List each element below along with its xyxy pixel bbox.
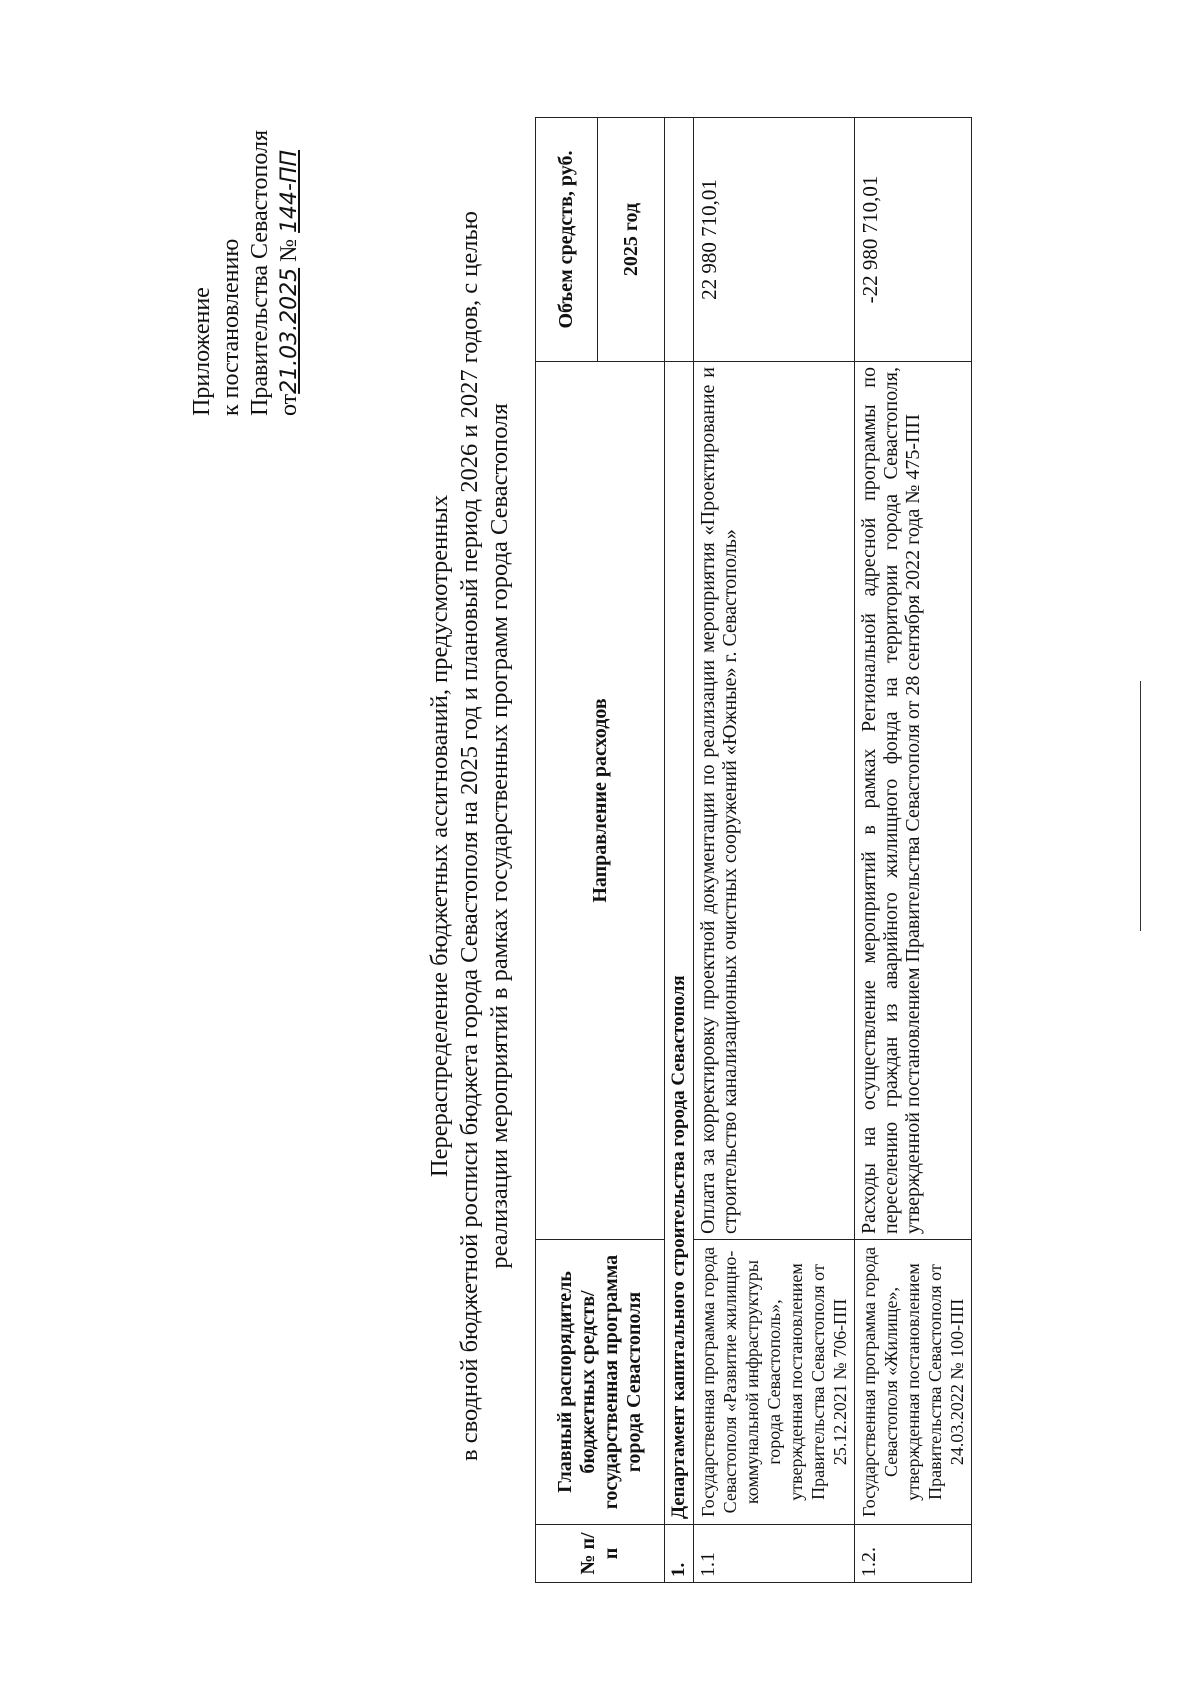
appendix-line-1: Приложение — [189, 287, 215, 416]
title-line-3: реализации мероприятий в рамках государственных программ города Севастополя — [486, 403, 513, 1269]
header-program: Главный распорядитель бюджетных средств/государственная программа города Севастополя — [536, 1240, 665, 1525]
section-name: Департамент капитального строительства города Севастополя — [665, 362, 694, 1525]
appendix-line-3: Правительства Севастополя — [247, 129, 273, 416]
header-amount: Объем средств, руб. — [536, 118, 598, 362]
header-num: № п/п — [536, 1525, 665, 1583]
appendix-line-4 — [275, 36, 304, 416]
title-line-1: Перераспределение бюджетных ассигнований, предусмотренных — [426, 494, 453, 1178]
section-num: 1. — [665, 1525, 694, 1583]
row-direction: Расходы на осуществление мероприятий в рамках Региональной адресной программы по переселению граждан из аварийного жилищного фонда на территории города Севастополя, утвержденной постановлением Правительства Севастополя от 28 сентября 2022 года № 475-ПП — [855, 362, 972, 1240]
appendix-block — [188, 36, 304, 416]
appendix-from: от — [276, 393, 302, 416]
header-direction: Направление расходов — [536, 362, 665, 1240]
title-line-2: в сводной бюджетной росписи бюджета города Севастополя на 2025 год и плановый период 2026 и 2027 годов, с целью — [456, 211, 483, 1461]
row-amount: -22 980 710,01 — [855, 118, 972, 362]
row-amount: 22 980 710,01 — [694, 118, 855, 362]
row-num: 1.1 — [694, 1525, 855, 1583]
handwritten-date: 21.03.2025 — [277, 267, 302, 394]
header-year: 2025 год — [598, 118, 665, 362]
row-program: Государственная программа города Севастополя «Жилище», утвержденная постановлением Правительства Севастополя от 24.03.2022 № 100-ПП — [855, 1240, 972, 1525]
row-direction: Оплата за корректировку проектной документации по реализации мероприятия «Проектирование и строительство канализационных очистных сооружений «Южные» г. Севастополь» — [694, 362, 855, 1240]
appendix-line-2: к постановлению — [218, 238, 244, 416]
row-program: Государственная программа города Севастополя «Развитие жилищно-коммунальной инфраструктуры города Севастополь», утвержденная постановлением Правительства Севастополя от 25.12.2021 № 706-ПП — [694, 1240, 855, 1525]
table-row — [694, 118, 855, 1583]
row-num: 1.2. — [855, 1525, 972, 1583]
allocation-table — [535, 117, 972, 1583]
section-amount-empty — [665, 118, 694, 362]
table-row — [855, 118, 972, 1583]
section-row — [665, 118, 694, 1583]
table-header-row — [536, 118, 598, 1583]
footer-divider — [1140, 681, 1141, 931]
handwritten-number: 144-ПП — [277, 149, 302, 233]
number-sign: № — [276, 238, 302, 262]
document-title — [425, 116, 515, 1556]
